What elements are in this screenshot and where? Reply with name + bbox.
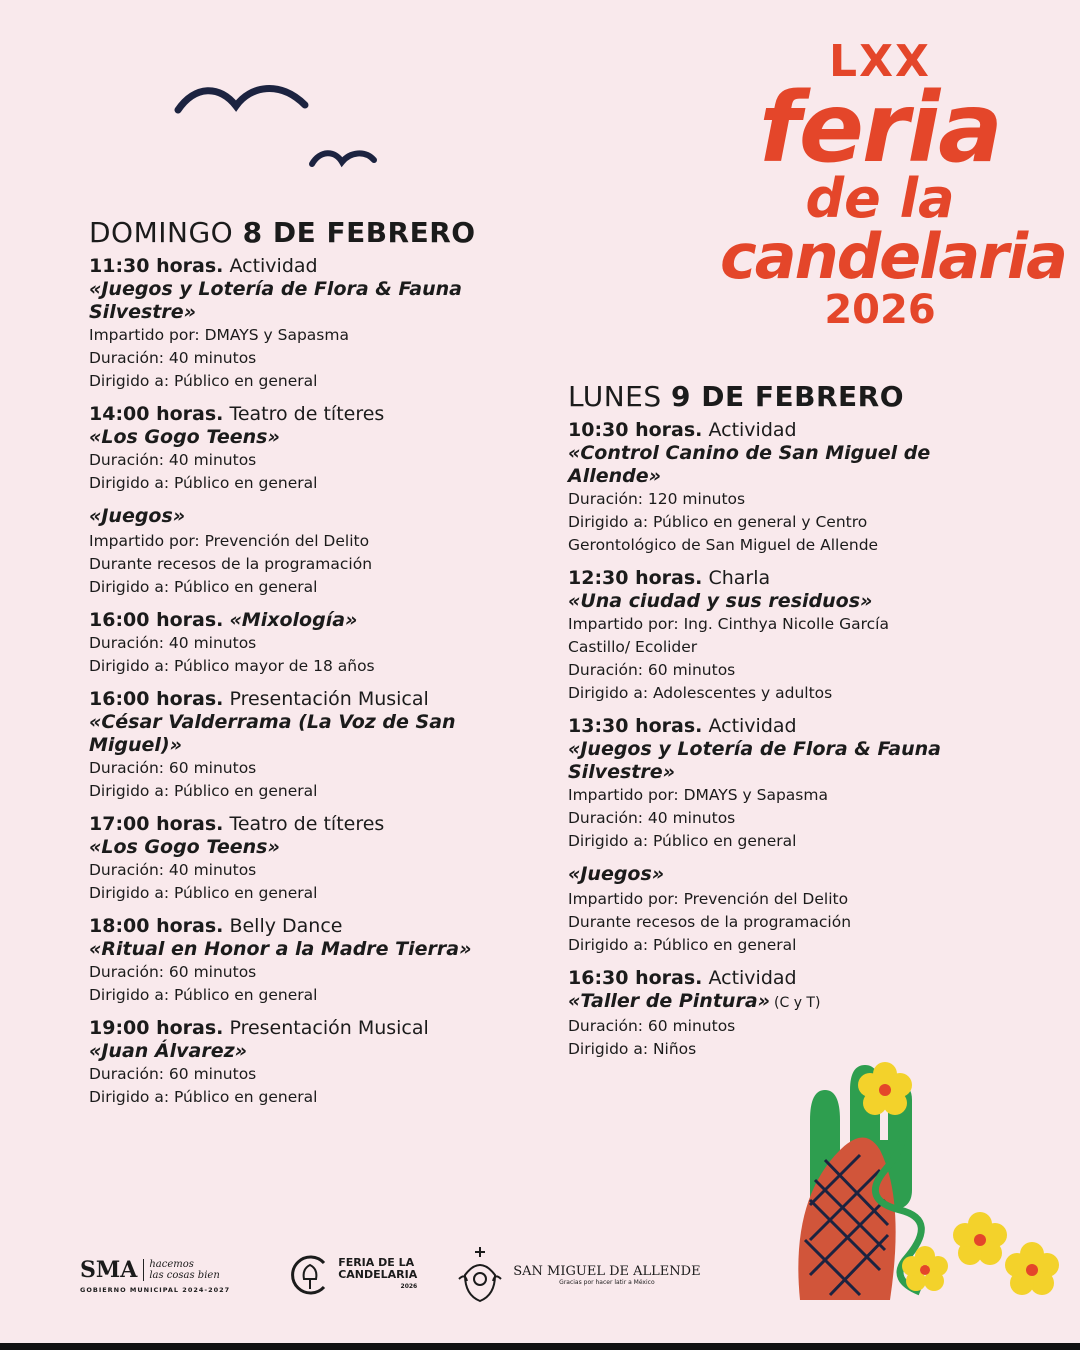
feria-logo [720, 36, 1066, 333]
event [89, 813, 529, 905]
sma-slogan-line: hacemos [149, 1258, 194, 1270]
event-detail: Impartido por: DMAYS y Sapasma [568, 786, 828, 804]
event-detail: Duración: 60 minutos [568, 661, 736, 679]
sma-subtitle: GOBIERNO MUNICIPAL 2024-2027 [80, 1285, 231, 1294]
flower-emblem-icon [288, 1253, 332, 1297]
event [568, 715, 948, 853]
monday-schedule [568, 380, 948, 1071]
event-detail: Duración: 60 minutos [89, 1065, 257, 1083]
event-detail: Impartido por: Prevención del Delito [89, 532, 370, 550]
event-detail: Dirigido a: Público en general [568, 936, 797, 954]
event-name: «Ritual en Honor a la Madre Tierra» [89, 938, 472, 960]
event-detail: Duración: 60 minutos [89, 963, 257, 981]
event-note: (C y T) [774, 995, 821, 1011]
event-detail: Dirigido a: Público mayor de 18 años [89, 657, 375, 675]
event-kind: Belly Dance [229, 915, 343, 937]
event-detail: Dirigido a: Público en general [89, 884, 318, 902]
day-name: DOMINGO [89, 216, 234, 249]
flower [953, 1212, 1007, 1265]
event-detail: Durante recesos de la programación [89, 555, 373, 573]
event-detail: Duración: 40 minutos [89, 861, 257, 879]
event-name: «Juegos y Lotería de Flora & Fauna Silvestre» [568, 738, 941, 783]
event-time: 13:30 horas. [568, 715, 703, 737]
feria-small-line: FERIA DE LA [338, 1256, 415, 1269]
logo-feria: feria [759, 72, 1001, 184]
event-time: 11:30 horas. [89, 255, 224, 277]
event [89, 609, 529, 678]
feria-small-logo [288, 1253, 417, 1297]
event [89, 1017, 529, 1109]
event [568, 863, 948, 957]
event-name: «Mixología» [229, 609, 358, 631]
feria-small-line: CANDELARIA [338, 1268, 418, 1281]
event [568, 567, 948, 705]
event-time: 14:00 horas. [89, 403, 224, 425]
event-kind: Presentación Musical [229, 1017, 429, 1039]
bird-small [312, 153, 374, 164]
event-detail: Duración: 40 minutos [89, 451, 257, 469]
event-detail: Duración: 40 minutos [89, 634, 257, 652]
logo-year: 2026 [824, 287, 936, 333]
birds-illustration [170, 80, 390, 180]
day-title-sunday [89, 216, 529, 249]
bottom-bar [0, 1343, 1080, 1350]
day-date: 8 DE FEBRERO [242, 216, 476, 249]
day-date: 9 DE FEBRERO [671, 380, 905, 413]
day-name: LUNES [568, 380, 662, 413]
footer-logos [80, 1240, 701, 1310]
event-detail: Dirigido a: Público en general [89, 474, 318, 492]
event-kind: Actividad [229, 255, 318, 277]
event-detail: Duración: 60 minutos [89, 759, 257, 777]
event-detail: Duración: 120 minutos [568, 490, 746, 508]
event [89, 505, 529, 599]
event-name: «Juegos y Lotería de Flora & Fauna Silvestre» [89, 278, 462, 323]
parish-emblem-icon [455, 1245, 505, 1305]
event-detail: Dirigido a: Público en general [89, 782, 318, 800]
cactus-flowers-illustration [770, 1060, 1070, 1300]
event-time: 12:30 horas. [568, 567, 703, 589]
event-name: «Los Gogo Teens» [89, 426, 280, 448]
event-detail: Dirigido a: Adolescentes y adultos [568, 684, 833, 702]
event-detail: Dirigido a: Público en general y Centro Gerontológico de San Miguel de Allende [568, 513, 879, 554]
event-detail: Dirigido a: Público en general [89, 372, 318, 390]
flower [1005, 1242, 1059, 1295]
event-time: 10:30 horas. [568, 419, 703, 441]
event-detail: Duración: 40 minutos [568, 809, 736, 827]
event [568, 967, 948, 1061]
event-time: 19:00 horas. [89, 1017, 224, 1039]
sunday-schedule [89, 216, 529, 1119]
event [89, 403, 529, 495]
event-name: «Control Canino de San Miguel de Allende» [568, 442, 931, 487]
event-kind: Actividad [708, 715, 797, 737]
event [568, 419, 948, 557]
event-detail: Dirigido a: Niños [568, 1040, 697, 1058]
event-detail: Impartido por: Prevención del Delito [568, 890, 849, 908]
event-name: «Juegos» [568, 863, 665, 885]
event-time: 16:00 horas. [89, 609, 224, 631]
event-kind: Teatro de títeres [229, 403, 385, 425]
event-name: «Una ciudad y sus residuos» [568, 590, 873, 612]
event-time: 17:00 horas. [89, 813, 224, 835]
event-name: «Los Gogo Teens» [89, 836, 280, 858]
logo-candelaria: candelaria [720, 220, 1066, 293]
event-kind: Charla [708, 567, 771, 589]
event-time: 16:00 horas. [89, 688, 224, 710]
event-name: «Juegos» [89, 505, 186, 527]
sma-slogan [143, 1259, 219, 1281]
logo-lxx: LXX [829, 36, 931, 87]
sma-slogan-line: las cosas bien [149, 1269, 220, 1281]
event-time: 18:00 horas. [89, 915, 224, 937]
feria-small-year: 2026 [400, 1283, 418, 1290]
day-title-monday [568, 380, 948, 413]
event [89, 915, 529, 1007]
sma-logo [80, 1257, 230, 1294]
event-detail: Dirigido a: Público en general [89, 1088, 318, 1106]
event-detail: Dirigido a: Público en general [89, 578, 318, 596]
bird-large [178, 89, 305, 110]
event-kind: Presentación Musical [229, 688, 429, 710]
event-detail: Impartido por: Ing. Cinthya Nicolle García Castillo/ Ecolider [568, 615, 889, 656]
event-detail: Dirigido a: Público en general [568, 832, 797, 850]
san-miguel-tagline: Gracias por hacer latir a México [559, 1279, 655, 1286]
event-detail: Duración: 60 minutos [568, 1017, 736, 1035]
san-miguel-title: SAN MIGUEL DE ALLENDE [513, 1264, 701, 1279]
event-detail: Dirigido a: Público en general [89, 986, 318, 1004]
event-name: «César Valderrama (La Voz de San Miguel)» [89, 711, 456, 756]
event [89, 688, 529, 803]
logo-de-la: de la [805, 167, 955, 230]
event-time: 16:30 horas. [568, 967, 703, 989]
event-name: «Taller de Pintura» [568, 990, 770, 1012]
event-detail: Durante recesos de la programación [568, 913, 852, 931]
event-detail: Impartido por: DMAYS y Sapasma [89, 326, 349, 344]
event-kind: Teatro de títeres [229, 813, 385, 835]
event-kind: Actividad [708, 419, 797, 441]
san-miguel-logo [455, 1245, 700, 1305]
sma-wordmark: SMA [80, 1256, 138, 1283]
event-kind: Actividad [708, 967, 797, 989]
event [89, 255, 529, 393]
event-detail: Duración: 40 minutos [89, 349, 257, 367]
event-name: «Juan Álvarez» [89, 1040, 247, 1062]
